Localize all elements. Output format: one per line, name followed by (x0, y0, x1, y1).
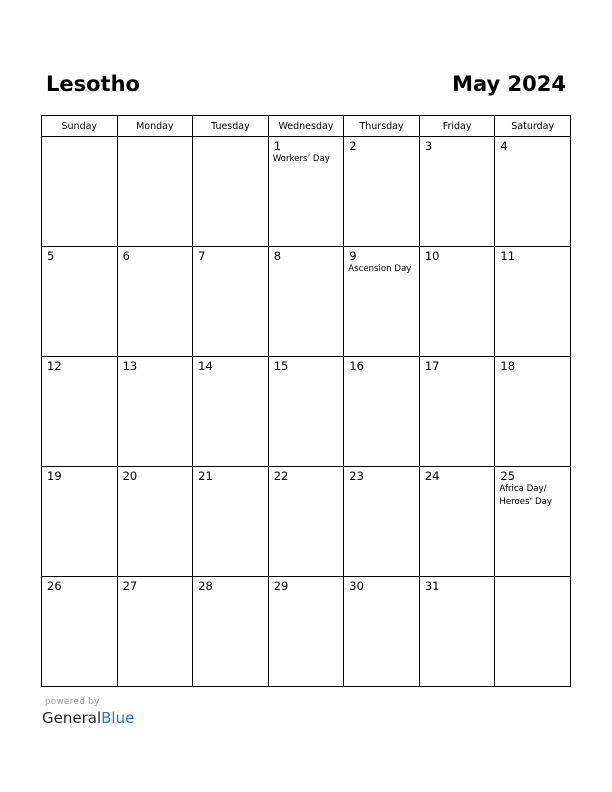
day-number: 30 (349, 579, 364, 593)
day-number: 18 (500, 359, 516, 373)
generalblue-logo[interactable] (42, 708, 134, 728)
day-number: 5 (47, 249, 55, 263)
day-number: 21 (198, 469, 213, 483)
day-number: 15 (273, 359, 289, 373)
day-cell (268, 137, 344, 247)
day-number: 6 (122, 249, 130, 263)
day-number: 3 (424, 139, 433, 153)
day-cell (419, 577, 495, 687)
day-cell (419, 357, 495, 467)
week-row (42, 577, 571, 687)
day-cell (268, 467, 344, 577)
day-number: 11 (500, 249, 516, 263)
day-cell (117, 467, 193, 577)
day-cell (419, 467, 495, 577)
day-number: 25 (500, 469, 516, 483)
day-number (193, 137, 268, 139)
holiday-label: Africa Day/ Heroes’ Day (499, 484, 552, 507)
day-cell (117, 137, 193, 247)
powered-by-text: powered by (45, 697, 100, 707)
day-number (42, 137, 117, 139)
week-row (42, 467, 571, 577)
day-cell (344, 467, 420, 577)
day-cell (268, 577, 344, 687)
day-cell (193, 247, 269, 357)
day-cell (344, 137, 420, 247)
day-number: 10 (424, 249, 440, 263)
day-number (118, 137, 193, 139)
weekday-header: Tuesday (193, 116, 269, 137)
week-row (42, 357, 571, 467)
day-number: 20 (122, 469, 138, 483)
week-row (42, 247, 571, 357)
weekday-header: Monday (117, 116, 193, 137)
day-cell (344, 357, 420, 467)
day-cell (268, 247, 344, 357)
day-number: 24 (424, 469, 440, 483)
day-cell (495, 247, 571, 357)
day-number: 27 (122, 579, 138, 593)
weekday-header: Saturday (495, 116, 571, 137)
day-cell (193, 357, 269, 467)
day-number: 7 (198, 249, 206, 263)
weekday-header: Thursday (344, 116, 420, 137)
day-cell (268, 357, 344, 467)
day-number: 17 (424, 359, 440, 373)
day-cell (495, 357, 571, 467)
day-cell (42, 247, 118, 357)
weekday-header: Sunday (42, 116, 118, 137)
day-number: 26 (47, 579, 62, 593)
day-cell (344, 247, 420, 357)
day-cell (42, 577, 118, 687)
day-number: 19 (47, 469, 62, 483)
day-cell (42, 137, 118, 247)
day-cell (193, 467, 269, 577)
holiday-label: Workers’ Day (272, 154, 330, 164)
country-title: Lesotho (46, 72, 140, 96)
day-cell (117, 247, 193, 357)
day-cell (495, 137, 571, 247)
day-cell (344, 577, 420, 687)
day-cell (117, 357, 193, 467)
weekday-header: Friday (419, 116, 495, 137)
day-cell (495, 467, 571, 577)
weekday-header-row (42, 116, 571, 137)
day-number: 13 (122, 359, 138, 373)
day-number (495, 577, 570, 579)
day-number: 28 (198, 579, 213, 593)
day-number: 23 (349, 469, 364, 483)
day-number: 31 (424, 579, 440, 593)
day-cell (42, 467, 118, 577)
day-number: 16 (349, 359, 364, 373)
day-cell (419, 137, 495, 247)
brand-name-part1: General (42, 709, 102, 727)
weekday-header: Wednesday (268, 116, 344, 137)
day-number: 12 (47, 359, 62, 373)
week-row (42, 137, 571, 247)
day-number: 8 (273, 249, 282, 263)
day-number: 1 (273, 139, 282, 153)
day-cell (193, 577, 269, 687)
day-number: 9 (349, 249, 357, 263)
brand-name-part2: Blue (101, 709, 135, 727)
day-cell (193, 137, 269, 247)
day-cell (419, 247, 495, 357)
day-number: 29 (273, 579, 289, 593)
day-number: 4 (500, 139, 508, 153)
day-number: 14 (198, 359, 213, 373)
month-year-title: May 2024 (452, 72, 566, 96)
day-number: 2 (349, 139, 357, 153)
day-cell (42, 357, 118, 467)
calendar-grid (41, 115, 571, 687)
holiday-label: Ascension Day (348, 264, 412, 274)
day-cell (117, 577, 193, 687)
day-cell (495, 577, 571, 687)
day-number: 22 (273, 469, 289, 483)
